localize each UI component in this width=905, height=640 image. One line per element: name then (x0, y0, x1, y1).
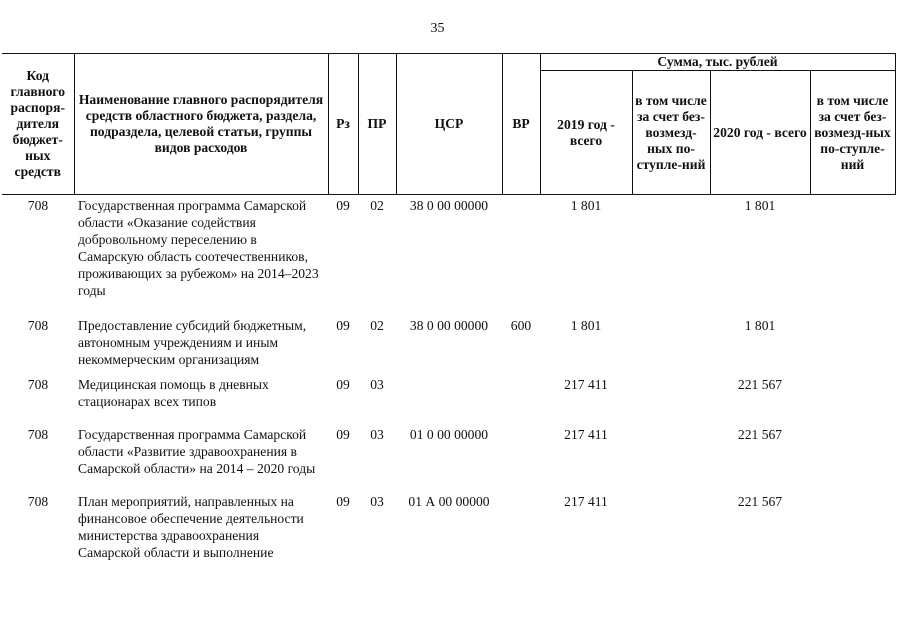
row-rz: 09 (336, 494, 350, 509)
row-name: Государственная программа Самарской области «Оказание содействия добровольному переселению в Самарскую область соотечественников, проживающих за рубежом» на 2014–2023 годы (78, 198, 319, 298)
table-body (2, 195, 895, 562)
row-2020-free (810, 195, 895, 316)
row-vr (502, 374, 540, 424)
row-rz: 09 (336, 198, 350, 213)
row-code: 708 (27, 198, 49, 213)
row-csr: 01 0 00 00000 (409, 427, 489, 442)
row-2019-free (632, 424, 710, 491)
row-pr: 03 (370, 427, 384, 442)
table-row (2, 424, 895, 491)
row-2020-free (810, 491, 895, 561)
row-2019-free (632, 491, 710, 561)
row-2020-free (810, 424, 895, 491)
row-2020-total: 1 801 (744, 198, 776, 213)
row-2019-total: 1 801 (570, 198, 602, 213)
header-2020-free: в том числе за счет без-возмезд-ных по-ступле-ний (810, 71, 895, 195)
row-code: 708 (27, 318, 49, 333)
row-2020-total: 1 801 (744, 318, 776, 333)
table-header (2, 54, 895, 195)
header-2020-total: 2020 год - всего (710, 71, 810, 195)
row-rz: 09 (336, 318, 350, 333)
row-csr (396, 374, 502, 424)
row-name: План мероприятий, направленных на финансовое обеспечение деятельности министерства здравоохранения Самарской области и выполнение (78, 494, 304, 560)
header-name: Наименование главного распорядителя средств областного бюджета, раздела, подраздела, целевой статьи, группы видов расходов (74, 54, 328, 195)
row-2019-total: 1 801 (570, 318, 602, 333)
row-vr (502, 491, 540, 561)
row-pr: 02 (370, 198, 384, 213)
header-sum: Сумма, тыс. рублей (540, 54, 895, 71)
header-pr: ПР (358, 54, 396, 195)
row-csr: 38 0 00 00000 (409, 198, 489, 213)
row-vr (502, 195, 540, 316)
row-2019-free (632, 374, 710, 424)
row-vr: 600 (510, 318, 532, 333)
row-2020-total: 221 567 (737, 377, 783, 392)
row-rz: 09 (336, 427, 350, 442)
header-vr: ВР (502, 54, 540, 195)
header-csr: ЦСР (396, 54, 502, 195)
header-rz: Рз (328, 54, 358, 195)
row-2020-free (810, 315, 895, 374)
row-pr: 03 (370, 494, 384, 509)
header-code: Код главного распоря-дителя бюджет-ных средств (2, 54, 74, 195)
row-2019-total: 217 411 (564, 377, 608, 392)
table-row (2, 315, 895, 374)
row-pr: 02 (370, 318, 384, 333)
table-row (2, 195, 895, 316)
row-name: Медицинская помощь в дневных стационарах всех типов (78, 377, 269, 409)
page-number: 35 (430, 21, 445, 36)
row-csr: 38 0 00 00000 (409, 318, 489, 333)
row-vr (502, 424, 540, 491)
row-2019-total: 217 411 (564, 494, 608, 509)
row-name: Государственная программа Самарской области «Развитие здравоохранения в Самарской области» на 2014 – 2020 годы (78, 427, 316, 476)
row-csr: 01 А 00 00000 (408, 494, 490, 509)
row-2020-free (810, 374, 895, 424)
row-2020-total: 221 567 (737, 427, 783, 442)
row-pr: 03 (370, 377, 384, 392)
table-row (2, 491, 895, 561)
row-code: 708 (27, 427, 49, 442)
budget-table (2, 53, 896, 561)
row-rz: 09 (336, 377, 350, 392)
row-code: 708 (27, 377, 49, 392)
row-2019-free (632, 195, 710, 316)
row-2019-free (632, 315, 710, 374)
header-2019-total: 2019 год - всего (540, 71, 632, 195)
row-name: Предоставление субсидий бюджетным, автономным учреждениям и иным некоммерческим организациям (78, 318, 307, 367)
header-2019-free: в том числе за счет без-возмезд-ных по-ступле-ний (632, 71, 710, 195)
table-row (2, 374, 895, 424)
row-2019-total: 217 411 (564, 427, 608, 442)
row-code: 708 (27, 494, 49, 509)
row-2020-total: 221 567 (737, 494, 783, 509)
